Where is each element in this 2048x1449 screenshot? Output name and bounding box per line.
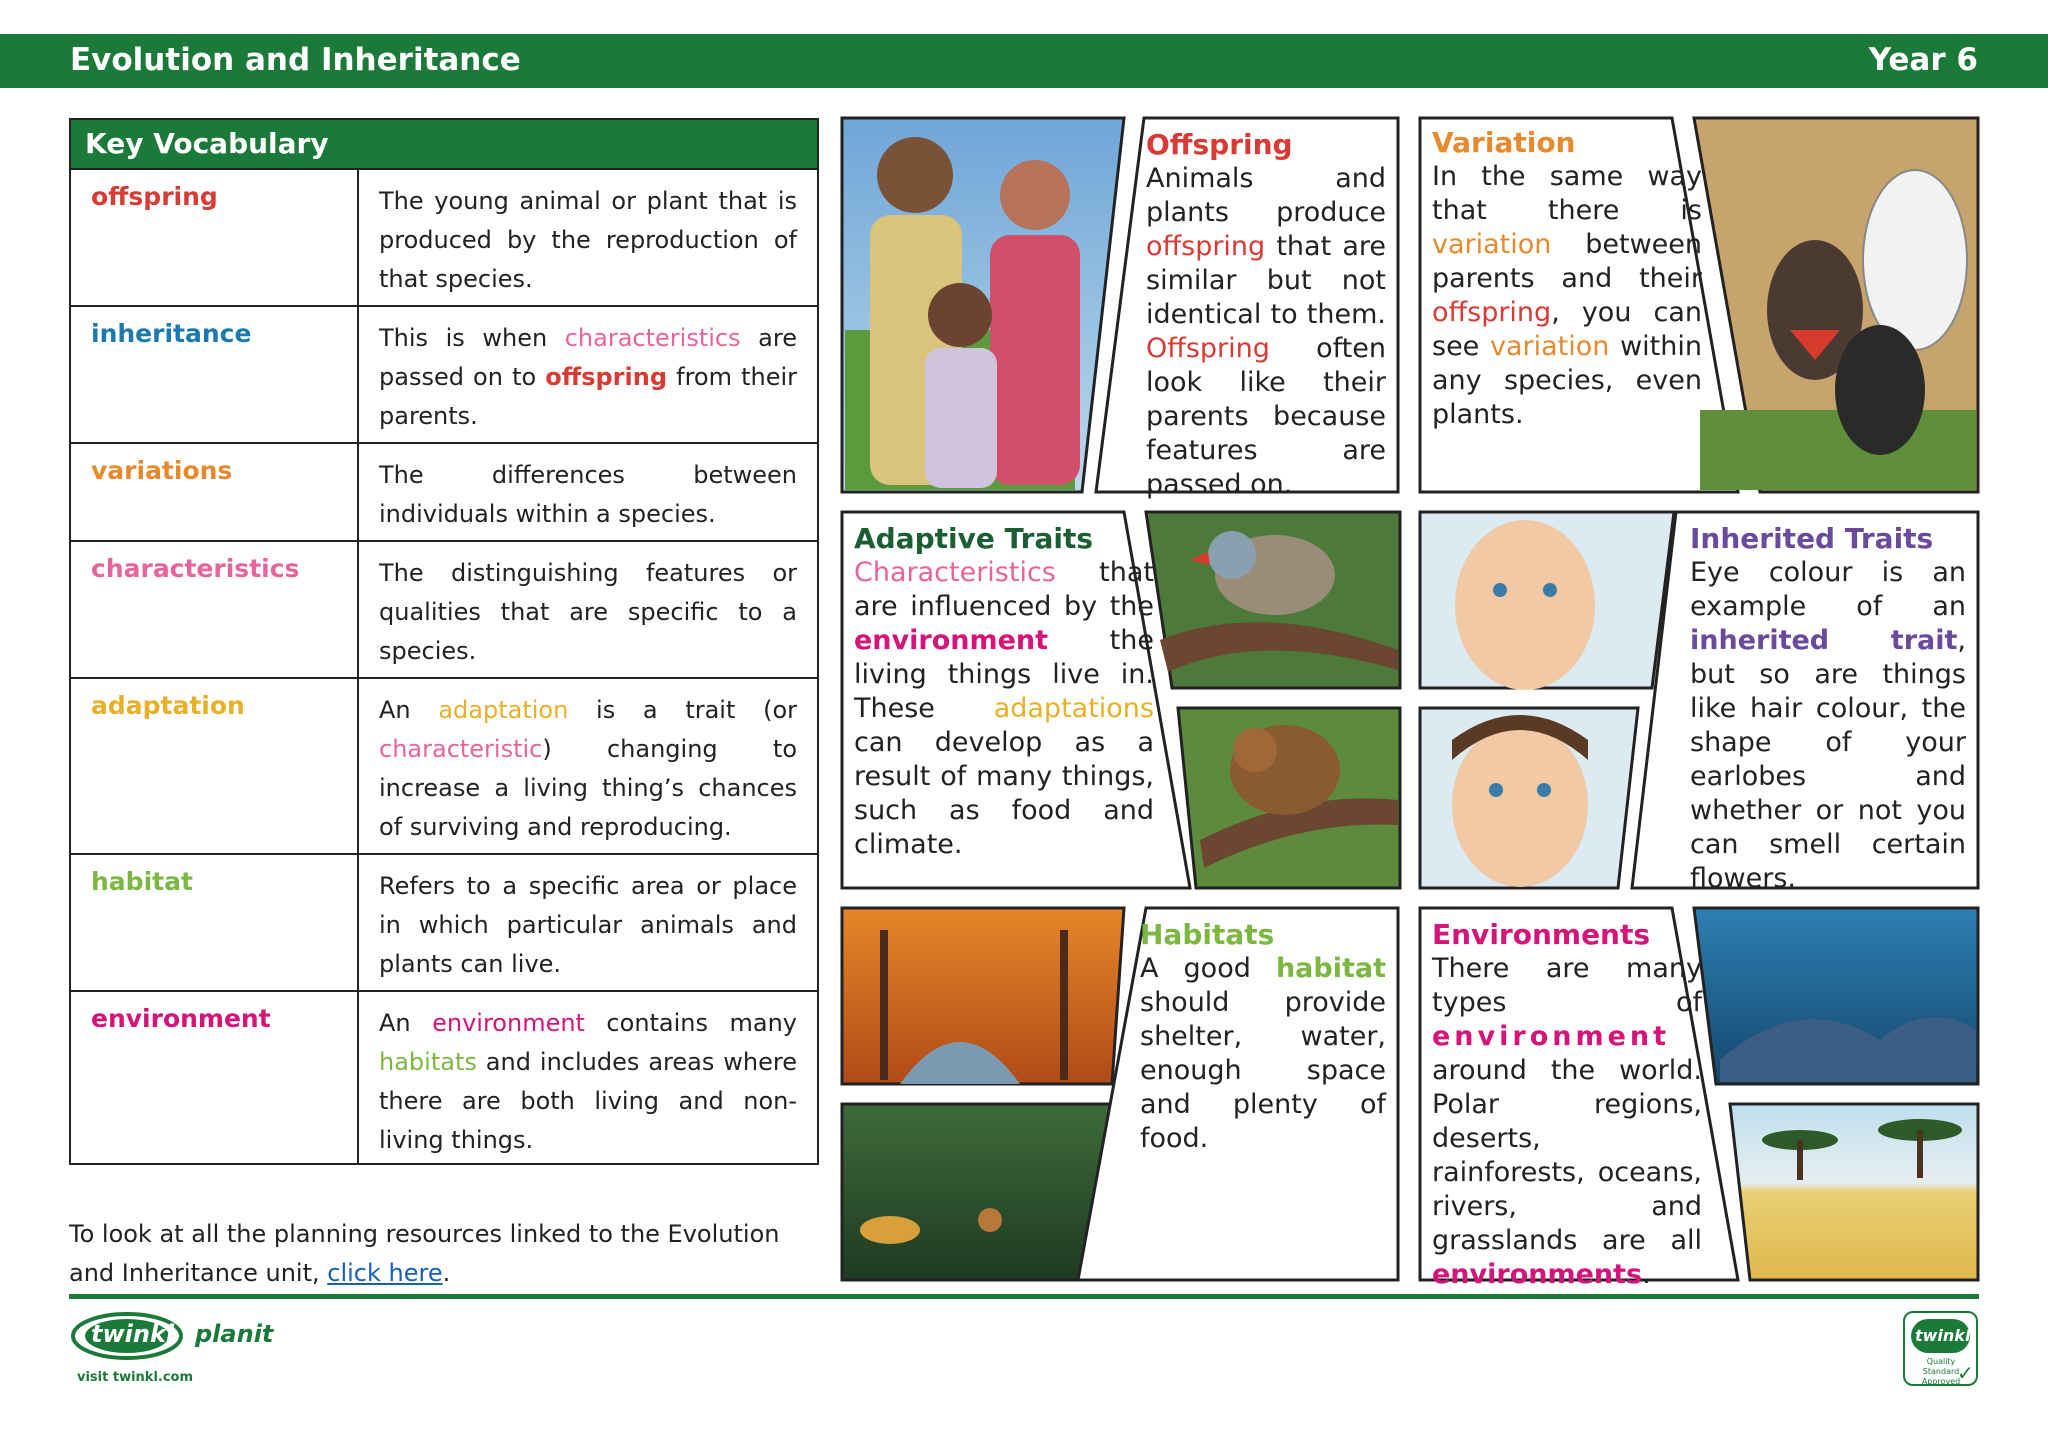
badge-brand: twinkl — [1915, 1326, 1971, 1345]
planit-label: planit — [195, 1320, 274, 1348]
planning-note: To look at all the planning resources linked to the Evolution and Inheritance unit, click here. — [69, 1220, 780, 1287]
variation-text: Variation In the same way that there is variation between parents and their offspring, you can see variation within any species, even plants. — [1432, 126, 1702, 430]
environments-text: Environments There are many types of environment around the world. Polar regions, deserts, rainforests, oceans, rivers, and grasslands are all environments. — [1432, 918, 1702, 1290]
vocab-definition: An adaptation is a trait (or characteristic) changing to increase a living thing’s chances of surviving and reproducing. — [357, 679, 817, 853]
vocab-term: variations — [91, 456, 233, 485]
quality-badge — [1903, 1311, 1978, 1386]
vocab-term: inheritance — [91, 319, 252, 348]
vocab-definition: An environment contains many habitats and includes areas where there are both living and non-living things. — [357, 992, 817, 1163]
check-icon: ✓ — [1957, 1361, 1974, 1385]
vocab-definition: The differences between individuals within a species. — [357, 444, 817, 540]
vocab-term: characteristics — [91, 554, 300, 583]
adaptive-traits-title: Adaptive Traits — [854, 522, 1093, 555]
face-bottom-picture — [1420, 708, 1638, 888]
vocab-term: habitat — [91, 867, 193, 896]
inherited-traits-title: Inherited Traits — [1690, 522, 1934, 555]
offspring-title: Offspring — [1146, 128, 1293, 161]
dogs-picture — [1694, 118, 1978, 492]
vocab-term: adaptation — [91, 691, 245, 720]
ocean-picture — [1694, 908, 1978, 1084]
bird-top-picture — [1146, 512, 1400, 688]
adaptive-traits-text: Adaptive Traits Characteristics that are influenced by the environment the living things live in. These adaptations can develop as a result of many things, such as food and climate. — [854, 522, 1154, 860]
vocab-definition: This is when characteristics are passed on to offspring from their parents. — [357, 307, 817, 442]
face-top-picture — [1420, 512, 1674, 690]
savanna-picture — [1730, 1104, 1978, 1280]
vocab-definition: The distinguishing features or qualities that are specific to a species. — [357, 542, 817, 677]
vocab-definition: The young animal or plant that is produced by the reproduction of that species. — [357, 170, 817, 305]
jungle-picture — [842, 1104, 1110, 1280]
click-here-link[interactable]: click here — [327, 1259, 443, 1287]
page-title: Evolution and Inheritance — [70, 42, 521, 78]
bird-bottom-picture — [1178, 708, 1400, 888]
vocabulary-heading: Key Vocabulary — [71, 120, 817, 168]
habitats-text: Habitats A good habitat should provide shelter, water, enough space and plenty of food. — [1140, 918, 1386, 1154]
vocab-term: offspring — [91, 182, 218, 211]
autumn-forest-picture — [842, 908, 1124, 1084]
vocab-definition: Refers to a specific area or place in which particular animals and plants can live. — [357, 855, 817, 990]
twinkl-logo[interactable] — [69, 1306, 274, 1366]
family-picture — [842, 118, 1124, 492]
vocab-term: environment — [91, 1004, 271, 1033]
badge-text: Quality Standard Approved — [1921, 1357, 1961, 1386]
offspring-text: Offspring Animals and plants produce offspring that are similar but not identical to them. Offspring often look like their parents because features are passed on. — [1146, 128, 1386, 500]
twinkl-brand: twinkl — [91, 1320, 175, 1348]
year-label: Year 6 — [1868, 42, 1978, 78]
habitats-title: Habitats — [1140, 918, 1275, 951]
footer-divider — [69, 1294, 1979, 1299]
variation-title: Variation — [1432, 126, 1576, 159]
visit-twinkl[interactable]: visit twinkl.com — [77, 1370, 194, 1385]
inherited-traits-text: Inherited Traits Eye colour is an example of an inherited trait, but so are things like hair colour, the shape of your earlobes and whether or not you can smell certain flowers. — [1690, 522, 1966, 894]
environments-title: Environments — [1432, 918, 1651, 951]
